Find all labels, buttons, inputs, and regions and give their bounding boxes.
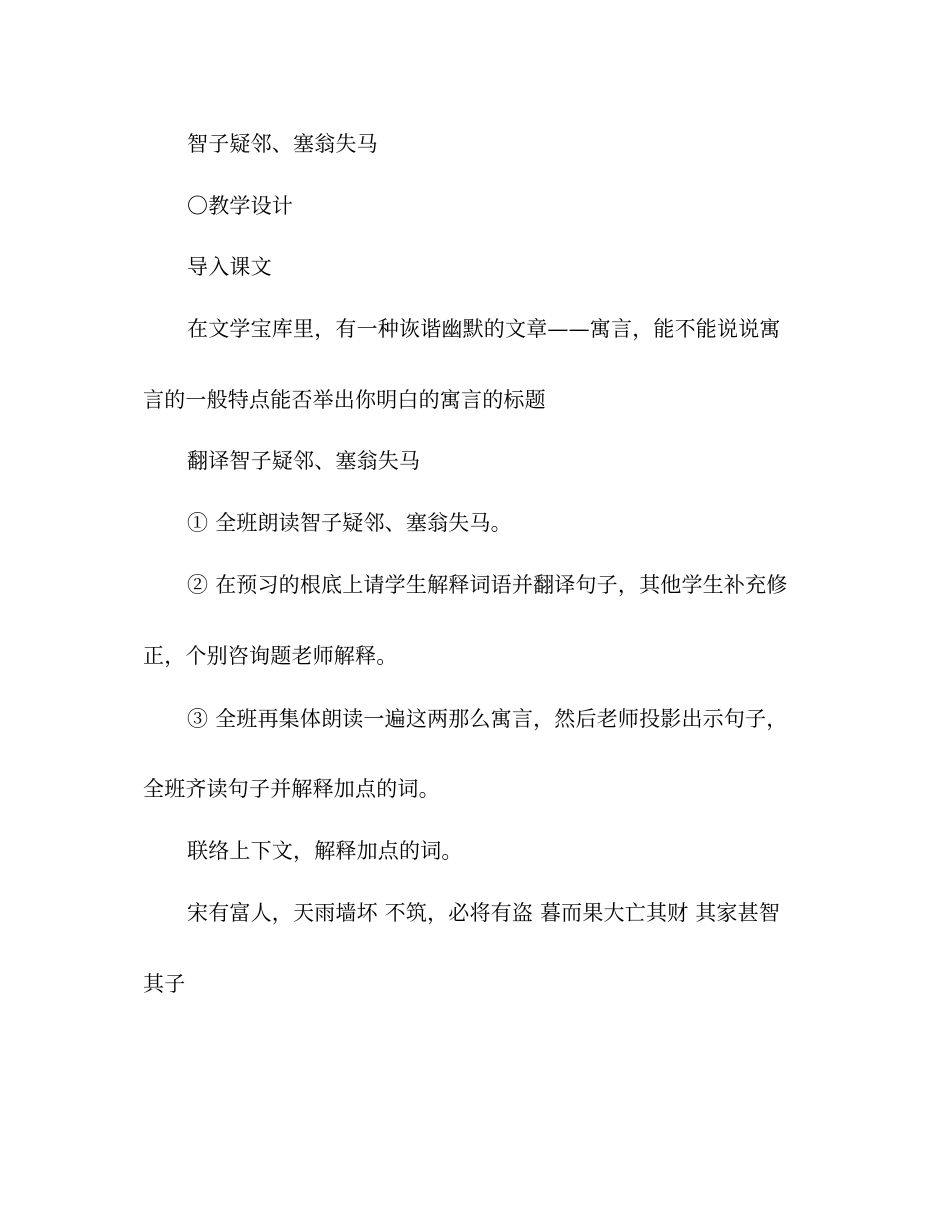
paragraph-line: 其子: [143, 972, 186, 996]
subheading-intro: 导入课文: [187, 255, 272, 279]
paragraph-line: 言的一般特点能否举出你明白的寓言的标题: [143, 388, 546, 412]
paragraph-line: 在文学宝库里，有一种诙谐幽默的文章——寓言，能不能说说寓: [187, 317, 781, 341]
section-heading: 〇教学设计: [187, 194, 293, 218]
instruction-line: 联络上下文，解释加点的词。: [187, 839, 463, 863]
list-item: ② 在预习的根底上请学生解释词语并翻译句子，其他学生补充修: [187, 573, 788, 597]
paragraph-line: 宋有富人，天雨墙坏 不筑，必将有盗 暮而果大亡其财 其家甚智: [187, 901, 781, 925]
list-item: ① 全班朗读智子疑邻、塞翁失马。: [187, 511, 512, 535]
list-item: ③ 全班再集体朗读一遍这两那么寓言，然后老师投影出示句子，: [187, 707, 788, 731]
subheading-translate: 翻译智子疑邻、塞翁失马: [187, 449, 421, 473]
title-line: 智子疑邻、塞翁失马: [187, 132, 378, 156]
paragraph-line: 全班齐读句子并解释加点的词。: [143, 777, 440, 801]
paragraph-line: 正，个别咨询题老师解释。: [143, 644, 398, 668]
